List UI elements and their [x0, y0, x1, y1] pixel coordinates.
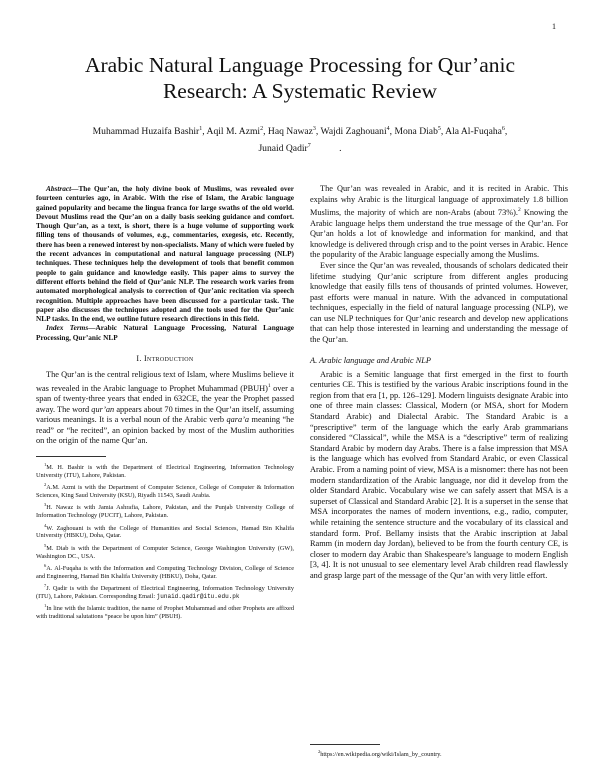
abstract: Abstract—The Qur’an, the holy divine book of Muslims, was revealed over fourteen centuries ago, in Arabic. With the rise of Islam, the Arabic language gained popularity and became the lingua franca for large swaths of the old world. Devout Muslims read the Qur’an on a daily basis seeking guidance and comfort. Though Qur’an, as a text, is short, there is a huge volume of supporting work filling tens of thousands of volumes, e.g., commentaries, exegesis, etc. Recently, there has been a renewed interest by non-specialists. Many of which were fueled by the recent advances in computational and natural language processing (NLP) techniques. These techniques help the development of tools that benefit common people to gain guidance and knowledge easily. This paper aims to survey the different efforts behind the field of Qur’anic NLP. The research work varies from automated morphological analysis to correction of Qur’anic recitation via speech recognition. Multiple approaches have been discussed for a particular task. The paper also discusses the techniques adopted and the tools used for the Qur’anic NLP tasks. In the end, we outline future research directions in this field. — [36, 184, 294, 324]
author-list: Muhammad Huzaifa Bashir$^1$, Aqil M. Azmi$^2$, Haq Nawaz$^3$, Wajdi Zaghouani$^4$, Mona Diab$^5$, Ala Al-Fuqaha$^6$, Junaid Qadir$^7$ . — [92, 126, 508, 155]
footnote-link[interactable]: https://en.wikipedia.org/wiki/Islam_by_country. — [320, 751, 442, 759]
author: Ala Al-Fuqaha$^6$ — [445, 126, 505, 138]
footnote: $^1$M. H. Bashir is with the Department of Electrical Engineering, Information Technology University (ITU), Lahore, Pakistan. — [36, 461, 294, 479]
body-paragraph: Arabic is a Semitic language that first emerged in the first to fourth centuries CE. This is testified by the various Arabic inscriptions found in the region from that era [1, pp. 126–129]. Modern linguists designate Arabic into one of three main classes: Classical, Modern (or MSA, short for Modern Standard Arabic) and Dialectal Arabic. The Standard Arabic is a “prescriptive” term of the language which the early Arab grammarians considered “Classical”, while the MSA is a “descriptive” term of realizing Standard Arabic by modern day Arabs. There is a false impression that MSA is the language which has evolved from Standard Arabic, or even Classical Arabic. From a naming point of view, MSA is a misnomer: there has not been modern standardization of the Arabic language, nor did it develop from the older Standard Arabic. Vocabulary wise we can safely assert that MSA is a superset of Classical and Standard Arabic [2]. It is a superset in the sense that MSA incorporates the names of modern inventions, e.g., radio, computer, while retaining the sentence structure and the vocabulary of its classical and standard form. Prof. Bellamy insists that the Arabic inscription at Jabal Ramm (in modern day Jordan), believed to be from the fourth century CE, is closer to modern day Arabic than Shakespeare’s language to modern English [3, 4]. It is not unusual to see elementary level Arab children read flawlessly and grasp large part of the message of the Qur’an with very little effort. — [310, 369, 569, 580]
intro-paragraph: The Qur’an is the central religious text of Islam, where Muslims believe it was revealed in the Arabic language to Prophet Muhammad (PBUH)$^1$ over a span of twenty-three years that ended in 632CE, the year the Prophet passed away. The word qur’an appears about 70 times in the Qur’an itself, assuming various meanings. It is a verbal noun of the Arabic verb qara’a meaning “he read” or “he recited”, an opinion backed by most of the Muslim authorities on the origin of the name Qur’an. — [36, 370, 295, 446]
footnote-rule — [36, 456, 106, 457]
footnote-rule — [310, 744, 380, 745]
right-column — [310, 184, 568, 582]
body-paragraph: The Qur’an was revealed in Arabic, and it is recited in Arabic. This explains why Arabic is the liturgical language of approximately 1.8 billion Muslims, the majority of which are non-Arabs (about 73%).$^2$ Knowing the Arabic language helps them understand the true message of the Qur’an. For Qur’an holds a lot of knowledge and information for mankind, and that knowledge is delivered through crisp and to the point verses in Arabic. Hence the popularity of the Arabic language especially among the Muslims. — [310, 184, 568, 260]
author: Muhammad Huzaifa Bashir$^1$ — [92, 126, 203, 138]
subsection-heading: A. Arabic language and Arabic NLP — [310, 355, 431, 365]
section-heading-introduction: I. Introduction — [136, 354, 194, 364]
author: Mona Diab$^5$ — [394, 126, 441, 138]
corresponding-email[interactable]: junaid.qadir@itu.edu.pk — [156, 592, 240, 600]
author: Wajdi Zaghouani$^4$ — [320, 126, 390, 138]
right-footnote-block — [310, 744, 568, 760]
footnote: $^3$H. Nawaz is with Jamia Ashrafia, Lahore, Pakistan, and the Punjab University College of Information Technology (PUCIT), Lahore, Pakistan. — [36, 502, 294, 520]
footnote: $^4$W. Zaghouani is with the College of Humanities and Social Sciences, Hamad Bin Khalifa University (HBKU), Doha, Qatar. — [36, 522, 294, 540]
footnote: $^6$A. Al-Fuqaha is with the Information and Computing Technology Division, College of Science and Engineering, Hamad Bin Khalifa University (HBKU), Doha, Qatar. — [36, 562, 294, 580]
paper-title: Arabic Natural Language Processing for Qur’anic Research: A Systematic Review — [84, 53, 516, 103]
body-paragraph: Ever since the Qur’an was revealed, thousands of scholars dedicated their lifetime studying Qur’anic scripture from different angles producing knowledge that easily fills tens of thousands of printed volumes. However, past efforts were manual in nature. With the advanced in computational techniques, especially in the field of natural language processing (NLP), we can use NLP techniques for Qur’anic research and develop new applications that can help those interested in learning and understanding the message of the Qur’an. — [310, 260, 568, 345]
author: Junaid Qadir$^7$ — [258, 143, 311, 155]
footnote: $^7$J. Qadir is with the Department of Electrical Engineering, Information Technology University (ITU), Lahore, Pakistan. Corresponding Email: junaid.qadir@itu.edu.pk — [36, 583, 294, 600]
page-number: 1 — [552, 22, 556, 31]
footnote: $^2$https://en.wikipedia.org/wiki/Islam_by_country. — [318, 749, 442, 759]
author: Aqil M. Azmi$^2$ — [206, 126, 264, 138]
author: Haq Nawaz$^3$ — [267, 126, 316, 138]
index-terms: Index Terms—Arabic Natural Language Processing, Natural Language Processing, Qur’anic NLP — [36, 323, 294, 342]
left-column — [36, 184, 294, 622]
footnote: $^5$M. Diab is with the Department of Computer Science, George Washington University (GW), Washington DC., USA. — [36, 542, 294, 560]
footnote: $^1$In line with the Islamic tradition, the name of Prophet Muhammad and other Prophets are affixed with traditional salutations “peace be upon him” (PBUH). — [36, 603, 294, 621]
footnote: $^2$A.M. Azmi is with the Department of Computer Science, College of Computer & Information Sciences, King Saud University (KSU), Riyadh 11543, Saudi Arabia. — [36, 482, 294, 500]
